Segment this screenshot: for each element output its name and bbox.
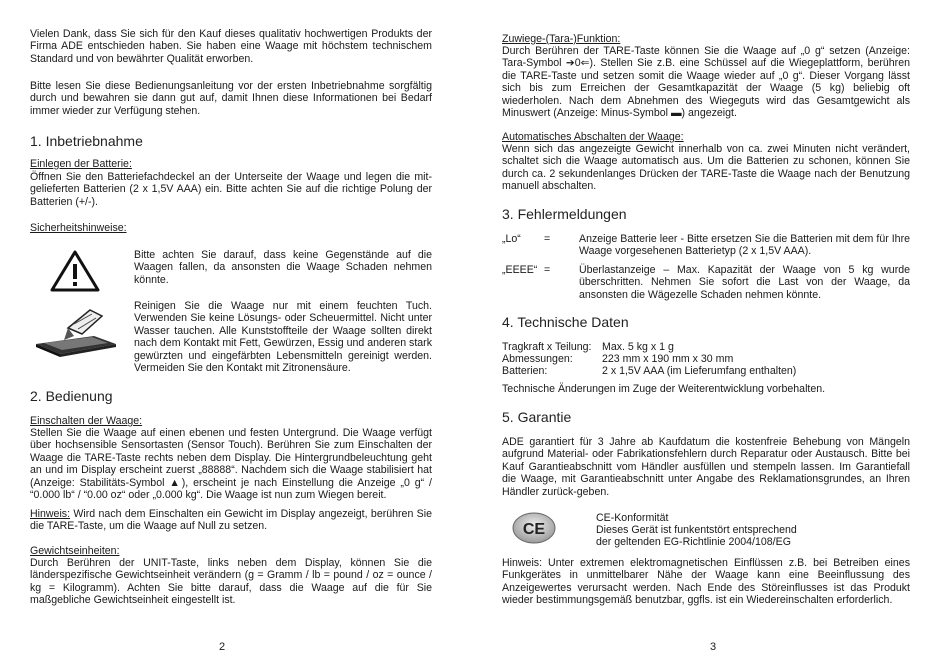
- error-description: Überlastanzeige – Max. Kapazität der Waage von 5 kg wurde überschritten. Nehmen Sie sofort die Last von der Waage, da ansonsten die Wägezelle Schaden nehmen könnte.: [579, 264, 910, 301]
- error-code: „Lo“: [502, 233, 521, 245]
- intro-paragraph-1: Vielen Dank, dass Sie sich für den Kauf dieses qualitativ hochwertigen Produkts der Firma ADE entschieden haben. Sie haben eine Waage mit höchstem technischem Standard und von bewährter Qualität erworben.: [30, 28, 432, 65]
- emc-hint-paragraph: Hinweis: Unter extremen elektromagnetischen Einflüssen z.B. bei Betreiben eines Funkgerätes in unmittelbarer Nähe der Waage kann eine Beeinflussung des Anzeigewertes verursacht werden. Nach Ende des Störeinflusses ist das Produkt wieder bestimmungsgemäß benutzbar, ggfls. ist ein Wiedereinschalten erforderlich.: [502, 557, 910, 607]
- ce-title: CE-Konformität: [596, 512, 669, 524]
- tech-note: Technische Änderungen im Zuge der Weiterentwicklung vorbehalten.: [502, 383, 826, 395]
- units-subheading: Gewichtseinheiten:: [30, 545, 120, 557]
- ce-mark-icon: [512, 512, 556, 544]
- safety-paragraph-1: Bitte achten Sie darauf, dass keine Gegenstände auf die Waagen fallen, da ansonsten die Waage Schaden nehmen könnte.: [134, 249, 432, 286]
- spec-value: 2 x 1,5V AAA (im Lieferumfang enthalten): [602, 365, 797, 377]
- ce-line-1: Dieses Gerät ist funkentstört entsprechend: [596, 524, 797, 536]
- heading-garantie: 5. Garantie: [502, 409, 572, 425]
- safety-paragraph-2: Reinigen Sie die Waage nur mit einem feuchten Tuch. Verwenden Sie keine Lösungs- oder Scheuermittel. Nicht unter Wasser tauchen. Alle Kunststoffteile der Waage sollten direkt nach dem Kontakt mit Fett, Gewürzen, Essig und anderen stark gewürzten und eingefärbten Lebensmitteln gereinigt werden. Vermeiden Sie den Kontakt mit Zitronensäure.: [134, 300, 432, 375]
- auto-off-paragraph: Wenn sich das angezeigte Gewicht innerhalb von ca. zwei Minuten nicht verändert, schaltet sich die Waage automatisch aus. Um die Batterien zu schonen, können Sie durch ca. 2 sekundenlanges Drücken der TARE-Taste die Waage nach der Benutzung manuell abschalten.: [502, 143, 910, 193]
- scale-cleaning-icon: [34, 300, 118, 358]
- spec-label: Abmessungen:: [502, 353, 573, 365]
- tara-paragraph: Durch Berühren der TARE-Taste können Sie die Waage auf „0 g“ setzen (Anzeige: Tara-Symbol ➔0⇐). Stellen Sie z.B. eine Schüssel auf die Wiegeplattform, berühren die TARE-Taste und setzen somit die Waage wieder auf „0 g“. Dieser Vorgang lässt sich bis zum Erreichen der Gesamtkapazität der Waage (5 kg) beliebig oft wiederholen. Nach dem Abnehmen des Wiegeguts wird das Gesamtgewicht als Minuswert (Anzeige: Minus-Symbol ▬) angezeigt.: [502, 45, 910, 120]
- auto-off-subheading: Automatisches Abschalten der Waage:: [502, 131, 684, 143]
- spec-row: [502, 365, 910, 377]
- warning-triangle-icon: [50, 250, 100, 292]
- tara-subheading: Zuwiege-(Tara-)Funktion:: [502, 33, 621, 45]
- switch-on-paragraph: Stellen Sie die Waage auf einen ebenen und festen Untergrund. Die Waage verfügt über hochsensible Sensortasten (Sensor Touch). Berühren Sie zum Einschalten der Waage die TARE-Taste rechts neben dem Display. Die Hintergrundbeleuchtung geht an und im Display erscheint zuerst „88888“. Nachdem sich die Waage stabilisiert hat (Anzeige: Stabilitäts-Symbol ▲), erscheint je nach Einstellung die Anzeige „0 g“ / “0.000 lb“ / “0.00 oz“ oder „0.000 kg“. Die Waage ist nun zum Wiegen bereit.: [30, 427, 432, 502]
- spec-value: 223 mm x 190 mm x 30 mm: [602, 353, 734, 365]
- ce-logo-text: CE: [522, 521, 546, 538]
- error-row: [502, 264, 910, 301]
- page-right: [502, 0, 910, 660]
- warranty-paragraph: ADE garantiert für 3 Jahre ab Kaufdatum die kostenfreie Behebung von Mängeln aufgrund Material- oder Fabrikationsfehlern durch Reparatur oder Austausch. Bitte bei Kauf Garantieabschnitt vom Händler ausfüllen und stempeln lassen. Im Garantiefall die Waage, mit Garantieabschnitt unter Angabe des Reklamationsgrundes, an Ihren Händler zurück-geben.: [502, 436, 910, 498]
- battery-subheading: Einlegen der Batterie:: [30, 158, 132, 170]
- error-equals: =: [544, 264, 551, 276]
- spec-label: Tragkraft x Teilung:: [502, 341, 592, 353]
- error-code: „EEEE“: [502, 264, 538, 276]
- page-left: [30, 0, 432, 660]
- hint-paragraph: [30, 508, 432, 533]
- error-description: Anzeige Batterie leer - Bitte ersetzen Sie die Batterien mit dem für Ihre Waage vorgesehenen Batterietyp (2 x 1,5V AAA).: [579, 233, 910, 258]
- page-number-right: 3: [710, 641, 717, 653]
- spec-row: [502, 353, 910, 365]
- error-row: [502, 233, 910, 258]
- hint-label: Hinweis:: [30, 508, 71, 520]
- spec-value: Max. 5 kg x 1 g: [602, 341, 674, 353]
- error-equals: =: [544, 233, 551, 245]
- heading-bedienung: 2. Bedienung: [30, 388, 113, 404]
- heading-technische-daten: 4. Technische Daten: [502, 314, 629, 330]
- spec-label: Batterien:: [502, 365, 548, 377]
- units-paragraph: Durch Berühren der UNIT-Taste, links neben dem Display, können Sie die länderspezifische Gewichtseinheit verändern (g = Gramm / lb = pound / oz = ounce / kg = Kilogramm). Achten Sie bitte darauf, dass die Waage auf die für Sie maßgebliche Gewichtseinheit eingestellt ist.: [30, 557, 432, 607]
- spec-row: [502, 341, 910, 353]
- battery-paragraph: Öffnen Sie den Batteriefachdeckel an der Unterseite der Waage und legen die mit-gelieferten Batterien (2 x 1,5V AAA) ein. Bitte achten Sie auf die richtige Polung der Batterien (+/-).: [30, 171, 432, 208]
- switch-on-subheading: Einschalten der Waage:: [30, 415, 143, 427]
- page-number-left: 2: [219, 641, 226, 653]
- safety-subheading: Sicherheitshinweise:: [30, 222, 127, 234]
- heading-fehlermeldungen: 3. Fehlermeldungen: [502, 206, 627, 222]
- intro-paragraph-2: Bitte lesen Sie diese Bedienungsanleitung vor der ersten Inbetriebnahme sorgfältig durch und bewahren sie dann gut auf, damit Ihnen diese Informationen bei Bedarf immer wieder zur Verfügung stehen.: [30, 80, 432, 117]
- heading-inbetriebnahme: 1. Inbetriebnahme: [30, 133, 143, 149]
- hint-text: Wird nach dem Einschalten ein Gewicht im Display angezeigt, berühren Sie die TARE-Taste, um die Waage auf Null zu setzen.: [30, 508, 432, 533]
- ce-line-2: der geltenden EG-Richtlinie 2004/108/EG: [596, 536, 791, 548]
